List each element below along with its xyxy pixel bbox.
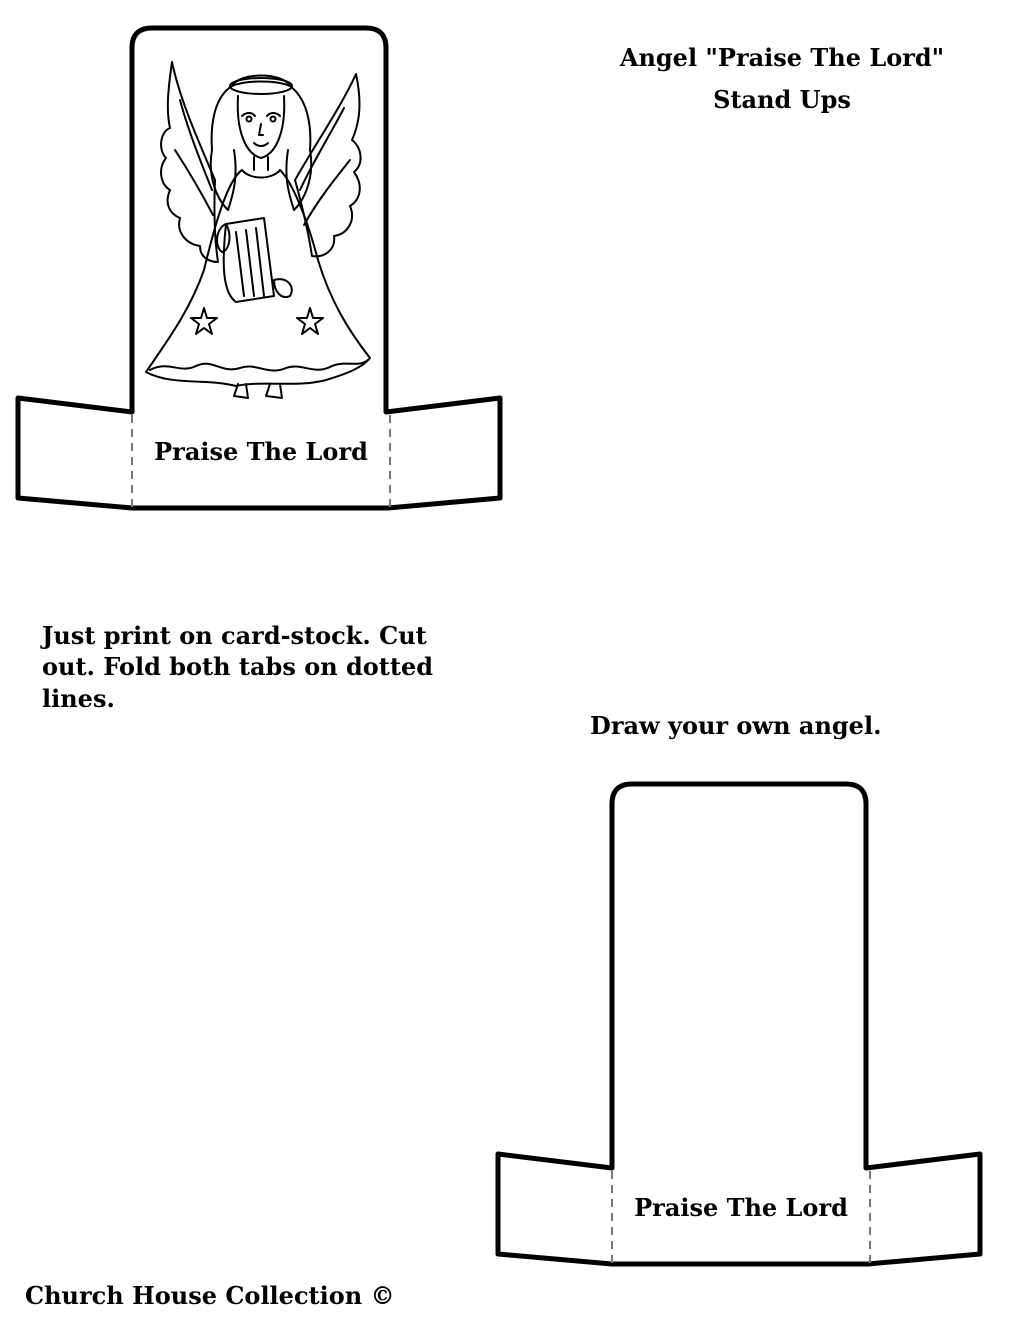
angel-illustration [146, 62, 370, 398]
standup-2-label: Praise The Lord [634, 1193, 848, 1222]
page-title-line1: Angel "Praise The Lord" [619, 43, 945, 72]
draw-prompt: Draw your own angel. [590, 711, 882, 740]
standup-2-outline [498, 784, 980, 1264]
instructions-line1: Just print on card-stock. Cut [42, 621, 427, 650]
page-title-line2: Stand Ups [713, 85, 851, 114]
standup-1-label: Praise The Lord [154, 437, 368, 466]
instructions-line2: out. Fold both tabs on dotted [42, 652, 434, 681]
standup-1-outline [18, 28, 500, 508]
copyright-footer: Church House Collection © [25, 1281, 395, 1310]
instructions-line3: lines. [42, 684, 115, 713]
